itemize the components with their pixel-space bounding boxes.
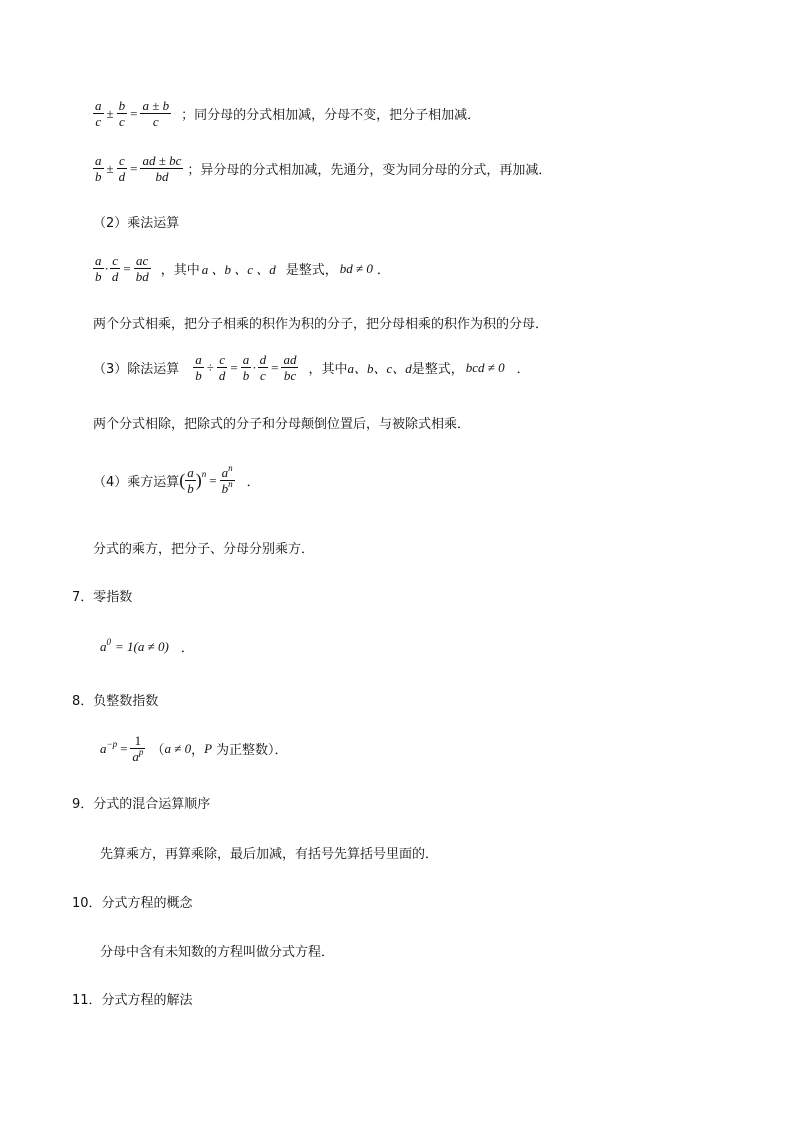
equals-sign: =	[123, 260, 131, 276]
fraction	[117, 153, 128, 184]
multiplication-description: 两个分式相乘，把分子相乘的积作为积的分子，把分母相乘的积作为积的分母．	[93, 317, 549, 332]
equals-sign: =	[209, 472, 217, 488]
section-9-title: 9．分式的混合运算顺序	[72, 797, 211, 812]
condition-text: 是整式，	[285, 263, 338, 278]
numerator: a	[195, 352, 202, 367]
numerator: ad	[283, 352, 297, 367]
numerator: c	[117, 153, 128, 169]
variable-list: a 、b 、c 、d	[201, 262, 276, 277]
denominator: b	[187, 481, 194, 496]
exponent: 0	[106, 636, 111, 647]
section-9-description: 先算乘方，再算乘除，最后加减，有括号先算括号里面的．	[100, 847, 439, 862]
fraction	[258, 352, 269, 383]
formula-division	[93, 352, 530, 383]
denominator: bc	[283, 368, 297, 383]
fraction	[241, 352, 252, 383]
denominator: b	[95, 269, 102, 284]
denominator: d	[218, 368, 226, 383]
comma: ，	[191, 743, 205, 758]
plus-minus-operator: ±	[106, 105, 114, 121]
heading-multiplication: （2）乘法运算	[93, 216, 180, 231]
formula-power	[93, 465, 260, 496]
numerator: a	[95, 98, 102, 113]
numerator: ac	[134, 253, 151, 269]
condition-expression: bd ≠ 0	[339, 260, 373, 276]
condition-text: 是整式，	[411, 362, 464, 377]
equals-sign: =	[120, 740, 128, 756]
denominator: c	[152, 114, 159, 129]
numerator: 1	[130, 733, 145, 749]
base-letter: a	[100, 638, 107, 654]
base	[100, 738, 118, 757]
explanation-text: ；同分母的分式相加减，分母不变，把分子相加减．	[181, 108, 481, 123]
denominator: bd	[135, 269, 149, 284]
denominator: d	[111, 269, 119, 284]
denominator: b	[95, 169, 102, 184]
fraction	[93, 153, 104, 184]
numerator: a	[242, 352, 250, 367]
denominator: bd	[155, 169, 169, 184]
condition-expression: a ≠ 0	[164, 740, 192, 756]
open-paren: （	[151, 743, 165, 758]
zero-exponent-rule: = 1(a ≠ 0)	[115, 638, 169, 654]
section-8-title: 8．负整数指数	[72, 694, 159, 709]
numerator-base: a	[221, 465, 229, 480]
fraction	[140, 153, 183, 184]
denominator-exponent: p	[138, 747, 144, 757]
denominator	[130, 749, 145, 764]
variable-list: a、b、c、d	[347, 361, 412, 376]
heading-division: （3）除法运算	[93, 362, 180, 377]
equals-sign: =	[130, 105, 138, 121]
fraction	[93, 98, 104, 129]
numerator: a	[187, 465, 194, 480]
denominator-base: a	[132, 749, 139, 764]
fraction	[130, 733, 145, 764]
condition-text: 为正整数）．	[216, 743, 288, 758]
numerator: a	[95, 253, 102, 268]
fraction	[217, 352, 228, 383]
section-10-title: 10．分式方程的概念	[72, 896, 193, 911]
where-text: ，其中	[308, 362, 348, 377]
plus-minus-operator: ±	[106, 160, 114, 176]
period: ．	[180, 641, 194, 656]
divide-sign: ÷	[206, 359, 214, 375]
heading-power: （4）乘方运算	[93, 475, 180, 490]
power-description: 分式的乘方，把分子、分母分别乘方．	[93, 542, 315, 557]
where-text: ，其中	[160, 263, 200, 278]
fraction	[93, 253, 104, 284]
numerator: a	[95, 153, 102, 168]
numerator: c	[110, 253, 121, 269]
exponent: n	[201, 468, 207, 479]
fraction	[117, 98, 128, 129]
period: ．	[376, 263, 390, 278]
fraction	[281, 352, 298, 383]
denominator: c	[119, 114, 125, 129]
base	[100, 636, 111, 655]
section-11-title: 11．分式方程的解法	[72, 993, 193, 1008]
multiply-dot: ·	[252, 359, 257, 375]
period: ．	[246, 475, 260, 490]
equals-sign: =	[271, 359, 279, 375]
fraction	[110, 253, 121, 284]
period: ．	[516, 362, 530, 377]
numerator-exponent: n	[228, 463, 233, 473]
denominator-exponent: n	[228, 479, 233, 489]
right-parenthesis: )	[195, 470, 202, 490]
left-parenthesis: (	[179, 470, 186, 490]
numerator: c	[217, 352, 228, 368]
numerator: d	[259, 352, 267, 367]
equals-sign: =	[130, 160, 138, 176]
denominator-base: b	[221, 481, 229, 496]
denominator: c	[259, 368, 266, 383]
fraction	[193, 352, 204, 383]
numerator: ad ± bc	[142, 153, 182, 168]
section-7-title: 7．零指数	[72, 590, 133, 605]
numerator: b	[118, 98, 126, 113]
explanation-text: ；异分母的分式相加减，先通分，变为同分母的分式，再加减．	[187, 163, 552, 178]
division-description: 两个分式相除，把除式的分子和分母颠倒位置后，与被除式相乘．	[93, 417, 471, 432]
fraction	[185, 465, 196, 496]
variable-p: P	[204, 740, 213, 756]
condition-expression: bcd ≠ 0	[465, 359, 505, 375]
section-10-description: 分母中含有未知数的方程叫做分式方程．	[100, 945, 335, 960]
equals-sign: =	[230, 359, 238, 375]
multiply-dot: ·	[104, 260, 109, 276]
formula-zero-exponent	[100, 637, 194, 656]
denominator: b	[242, 368, 250, 383]
denominator: c	[95, 114, 102, 129]
denominator: d	[118, 169, 126, 184]
denominator: b	[195, 368, 202, 383]
fraction	[134, 253, 151, 284]
formula-different-denominator	[93, 153, 551, 184]
numerator: a ± b	[142, 98, 170, 113]
formula-multiplication	[93, 253, 390, 284]
denominator	[220, 481, 235, 496]
exponent: −p	[106, 738, 118, 749]
formula-negative-exponent	[100, 733, 288, 764]
fraction	[140, 98, 171, 129]
fraction	[220, 465, 235, 496]
formula-same-denominator	[93, 98, 480, 129]
base-letter: a	[100, 740, 107, 756]
